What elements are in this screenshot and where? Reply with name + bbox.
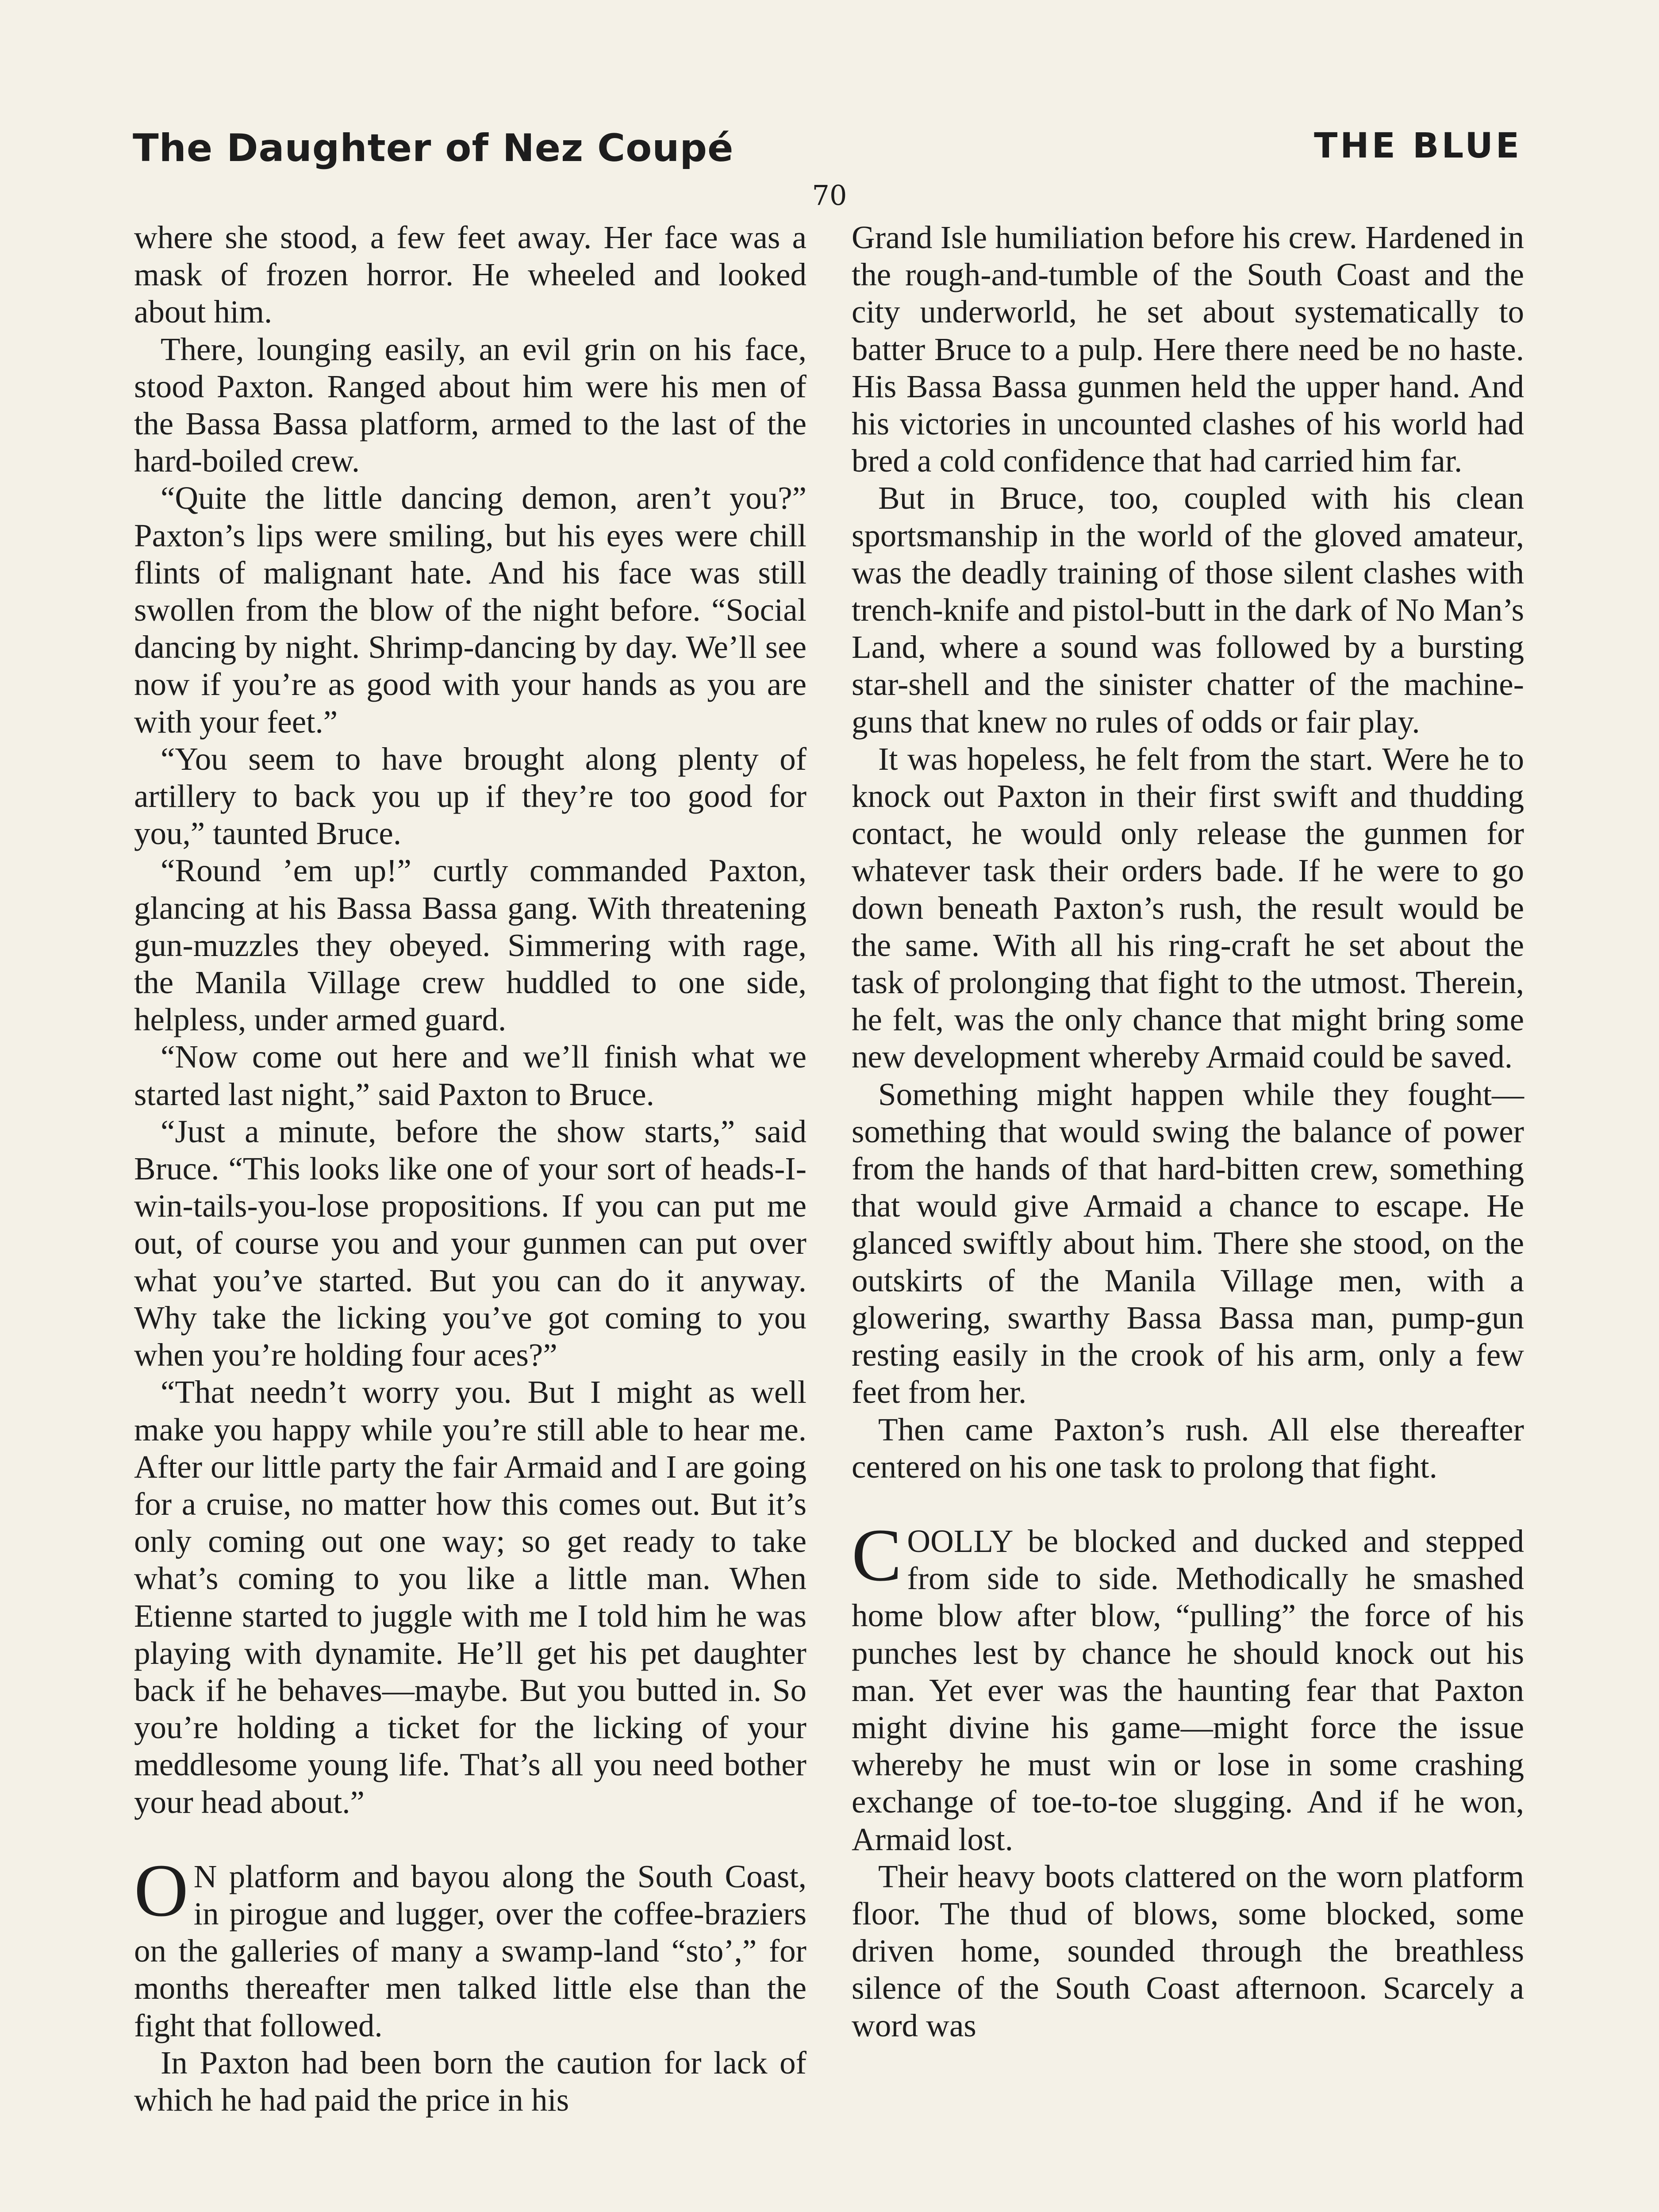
section-paragraph (134, 1848, 806, 2044)
paragraph: Grand Isle humiliation before his crew. Hardened in the rough-and-tumble of the South Coast and the city underworld, he set about systematically to batter Bruce to a pulp. Here there need be no haste. His Bassa Bassa gunmen held the upper hand. And his victories in uncounted clashes of his world had bred a cold confidence that had carried him far. (852, 219, 1524, 479)
paragraph: Their heavy boots clattered on the worn platform floor. The thud of blows, some blocked, some driven home, sounded through the breathless silence of the South Coast afternoon. Scarcely a word was (852, 1858, 1524, 2043)
paragraph: where she stood, a few feet away. Her face was a mask of frozen horror. He wheeled and looked about him. (134, 219, 806, 330)
story-title: The Daughter of Nez Coupé (133, 126, 734, 170)
paragraph: “Just a minute, before the show starts,” said Bruce. “This looks like one of your sort of heads-I-win-tails-you-lose propositions. If you can put me out, of course you and your gunmen can put over what you’ve started. But you can do it anyway. Why take the licking you’ve got coming to you when you’re holding four aces?” (134, 1113, 806, 1373)
paragraph: There, lounging easily, an evil grin on his face, stood Paxton. Ranged about him were his men of the Bassa Bassa platform, armed to the last of the hard-boiled crew. (134, 331, 806, 479)
paragraph-text: OOLLY be blocked and ducked and stepped from side to side. Methodically he smashed home blow after blow, “pulling” the force of his punches lest by chance he should knock out his man. Yet ever was the haunting fear that Paxton might divine his game—might force the issue whereby he must win or lose in some crashing exchange of toe-to-toe slugging. And if he won, Armaid lost. (852, 1523, 1524, 1857)
drop-cap: C (852, 1513, 902, 1597)
paragraph: “Quite the little dancing demon, aren’t you?” Paxton’s lips were smiling, but his eyes were chill flints of malignant hate. And his face was still swollen from the blow of the night before. “Social dancing by night. Shrimp-dancing by day. We’ll see now if you’re as good with your hands as you are with your feet.” (134, 480, 806, 740)
paragraph-text: N platform and bayou along the South Coast, in pirogue and lugger, over the coffee-braziers on the galleries of many a swamp-land “sto’,” for months thereafter men talked little else than the fight that followed. (134, 1858, 806, 2043)
paragraph: Something might happen while they fought—something that would swing the balance of power from the hands of that hard-bitten crew, something that would give Armaid a chance to escape. He glanced swiftly about him. There she stood, on the outskirts of the Manila Village men, with a glowering, swarthy Bassa Bassa man, pump-gun resting easily in the crook of his arm, only a few feet from her. (852, 1076, 1524, 1410)
magazine-title: THE BLUE (1314, 126, 1522, 166)
page-number: 70 (812, 179, 847, 211)
right-column (852, 219, 1524, 2044)
section-paragraph (852, 1513, 1524, 1858)
paragraph: In Paxton had been born the caution for lack of which he had paid the price in his (134, 2044, 806, 2118)
drop-cap: O (134, 1848, 188, 1932)
paragraph: Then came Paxton’s rush. All else thereafter centered on his one task to prolong that fight. (852, 1411, 1524, 1485)
paragraph: “Round ’em up!” curtly commanded Paxton, glancing at his Bassa Bassa gang. With threatening gun-muzzles they obeyed. Simmering with rage, the Manila Village crew huddled to one side, helpless, under armed guard. (134, 853, 806, 1038)
paragraph: “You seem to have brought along plenty of artillery to back you up if they’re too good for you,” taunted Bruce. (134, 741, 806, 852)
paragraph: “That needn’t worry you. But I might as well make you happy while you’re still able to hear me. After our little party the fair Armaid and I are going for a cruise, no matter how this comes out. But it’s only coming out one way; so get ready to take what’s coming to you like a little man. When Etienne started to juggle with me I told him he was playing with dynamite. He’ll get his pet daughter back if he behaves—maybe. But you butted in. So you’re holding a ticket for the licking of your meddlesome young life. That’s all you need bother your head about.” (134, 1374, 806, 1820)
paragraph: “Now come out here and we’ll finish what we started last night,” said Paxton to Bruce. (134, 1039, 806, 1112)
left-column (134, 219, 806, 2119)
paragraph: But in Bruce, too, coupled with his clean sportsmanship in the world of the gloved amateur, was the deadly training of those silent clashes with trench-knife and pistol-butt in the dark of No Man’s Land, where a sound was followed by a bursting star-shell and the sinister chatter of the machine-guns that knew no rules of odds or fair play. (852, 480, 1524, 740)
paragraph: It was hopeless, he felt from the start. Were he to knock out Paxton in their first swift and thudding contact, he would only release the gunmen for whatever task their orders bade. If he were to go down beneath Paxton’s rush, the result would be the same. With all his ring-craft he set about the task of prolonging that fight to the utmost. Therein, he felt, was the only chance that might bring some new development whereby Armaid could be saved. (852, 741, 1524, 1075)
